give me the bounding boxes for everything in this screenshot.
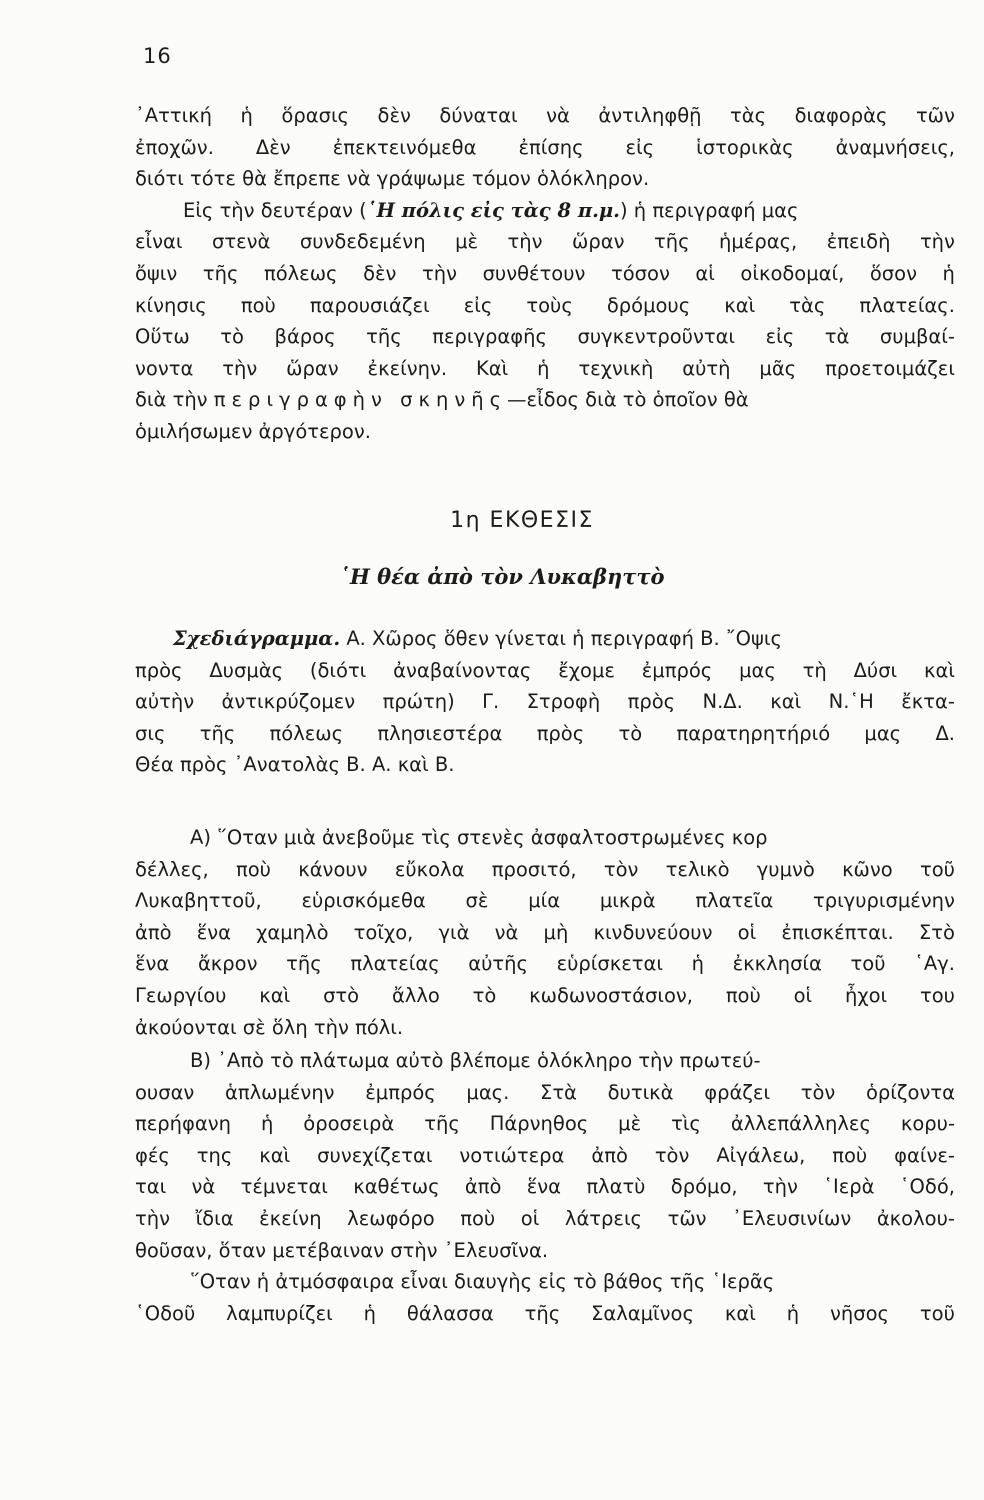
text-line: θοῦσαν, ὅταν μετέβαιναν στὴν ᾿Ελευσῖνα. xyxy=(135,1238,549,1262)
text-line: Εἰς τὴν δευτέραν (῾Η πόλις εἰς τὰς 8 π.μ.) ἡ περιγραφή μας xyxy=(135,195,955,227)
section-title: ῾Η θέα ἀπὸ τὸν Λυκαβηττὸ xyxy=(339,564,665,589)
text-line: τὴν ἴδια ἐκείνη λεωφόρο ποὺ οἱ λάτρεις τῶν ᾿Ελευσινίων ἀκολου- xyxy=(135,1206,955,1230)
text-line: εἶναι στενὰ συνδεδεμένη μὲ τὴν ὥραν τῆς ἡμέρας, ἐπειδὴ τὴν xyxy=(135,230,955,254)
text-line: Οὕτω τὸ βάρος τῆς περιγραφῆς συγκεντροῦνται εἰς τὰ συμβαί- xyxy=(135,325,955,349)
text-line: πρὸς Δυσμὰς (διότι ἀναβαίνοντας ἔχομε ἐμπρός μας τὴ Δύσι καὶ xyxy=(135,658,955,682)
text-line: ἀπὸ ἕνα χαμηλὸ τοῖχο, γιὰ νὰ μὴ κινδυνεύουν οἱ ἐπισκέπται. Στὸ xyxy=(135,920,955,944)
text-line: ται νὰ τέμνεται καθέτως ἀπὸ ἕνα πλατὺ δρόμο, τὴν ῾Ιερὰ ῾Οδό, xyxy=(135,1175,955,1199)
text-line: Θέα πρὸς ᾿Ανατολὰς Β. Α. καὶ Β. xyxy=(135,753,455,777)
chapter-heading: 1η ΕΚΘΕΣΙΣ xyxy=(450,508,594,533)
text-line: ἀκούονται σὲ ὅλη τὴν πόλι. xyxy=(135,1015,404,1039)
text-line: περήφανη ἡ ὀροσειρὰ τῆς Πάρνηθος μὲ τὶς ἀλλεπάλληλες κορυ- xyxy=(135,1112,955,1136)
plan-text xyxy=(135,623,955,781)
spaced-emphasis: περιγραφὴν σκηνῆς xyxy=(213,388,508,412)
text-line: Σχεδιάγραμμα. Α. Χῶρος ὅθεν γίνεται ἡ περιγραφή Β. ῎Οψις xyxy=(135,623,955,655)
text-line: δέλλες, ποὺ κάνουν εὔκολα προσιτό, τὸν τελικὸ γυμνὸ κῶνο τοῦ xyxy=(135,857,955,881)
text-line: ᾿Αττική ἡ ὅρασις δὲν δύναται νὰ ἀντιληφθῇ τὰς διαφορὰς τῶν xyxy=(135,104,955,127)
text-line: ῞Οταν ἡ ἀτμόσφαιρα εἶναι διαυγὴς εἰς τὸ βάθος τῆς ῾Ιερᾶς xyxy=(190,1270,775,1294)
text-line: Λυκαβηττοῦ, εὑρισκόμεθα σὲ μία μικρὰ πλατεῖα τριγυρισμένην xyxy=(135,889,955,913)
intro-text xyxy=(135,100,955,448)
text-line: σις τῆς πόλεως πλησιεστέρα πρὸς τὸ παρατηρητήριό μας Δ. xyxy=(135,721,955,745)
text-line: ουσαν ἁπλωμένην ἐμπρός μας. Στὰ δυτικὰ φράζει τὸν ὁρίζοντα xyxy=(135,1080,955,1104)
italic-title: ῾Η πόλις εἰς τὰς 8 π.μ. xyxy=(366,198,620,222)
text-line: ὁμιλήσωμεν ἀργότερον. xyxy=(135,419,371,443)
plan-label: Σχεδιάγραμμα. xyxy=(173,627,341,650)
text-line: ἐποχῶν. Δὲν ἐπεκτεινόμεθα ἐπίσης εἰς ἱστορικὰς ἀναμνήσεις, xyxy=(135,135,955,159)
text-line: Α) ῞Οταν μιὰ ἀνεβοῦμε τὶς στενὲς ἀσφαλτοστρωμένες κορ xyxy=(190,826,768,849)
page-number: 16 xyxy=(143,44,172,68)
text-line: νοντα τὴν ὥραν ἐκείνην. Καὶ ἡ τεχνικὴ αὐτὴ μᾶς προετοιμάζει xyxy=(135,356,955,380)
text-line: ῾Οδοῦ λαμπυρίζει ἡ θάλασσα τῆς Σαλαμῖνος καὶ ἡ νῆσος τοῦ xyxy=(135,1301,955,1325)
text-line: διὰ τὴν περιγραφὴν σκηνῆς—εἶδος διὰ τὸ ὁποῖον θὰ xyxy=(135,384,955,416)
text-line: κίνησις ποὺ παρουσιάζει εἰς τοὺς δρόμους καὶ τὰς πλατείας. xyxy=(135,293,955,317)
text-line: αὐτὴν ἀντικρύζομεν πρώτη) Γ. Στροφὴ πρὸς Ν.Δ. καὶ Ν.῾Η ἔκτα- xyxy=(135,690,955,714)
text-line: ὄψιν τῆς πόλεως δὲν τὴν συνθέτουν τόσον αἱ οἰκοδομαί, ὅσον ἡ xyxy=(135,261,955,285)
text-line: Β) ᾿Απὸ τὸ πλάτωμα αὐτὸ βλέπομε ὁλόκληρο τὴν πρωτεύ- xyxy=(190,1049,761,1072)
section-b-text xyxy=(135,1045,955,1329)
section-a-text xyxy=(135,822,955,1043)
text-line: ἕνα ἄκρον τῆς πλατείας αὐτῆς εὑρίσκεται ἡ ἐκκλησία τοῦ ῾Αγ. xyxy=(135,952,955,976)
text-line: Γεωργίου καὶ στὸ ἄλλο τὸ κωδωνοστάσιον, ποὺ οἱ ἦχοι του xyxy=(135,983,955,1007)
text-line: διότι τότε θὰ ἔπρεπε νὰ γράψωμε τόμον ὁλόκληρον. xyxy=(135,167,650,191)
text-line: φές της καὶ συνεχίζεται νοτιώτερα ἀπὸ τὸν Αἰγάλεω, ποὺ φαίνε- xyxy=(135,1143,955,1167)
